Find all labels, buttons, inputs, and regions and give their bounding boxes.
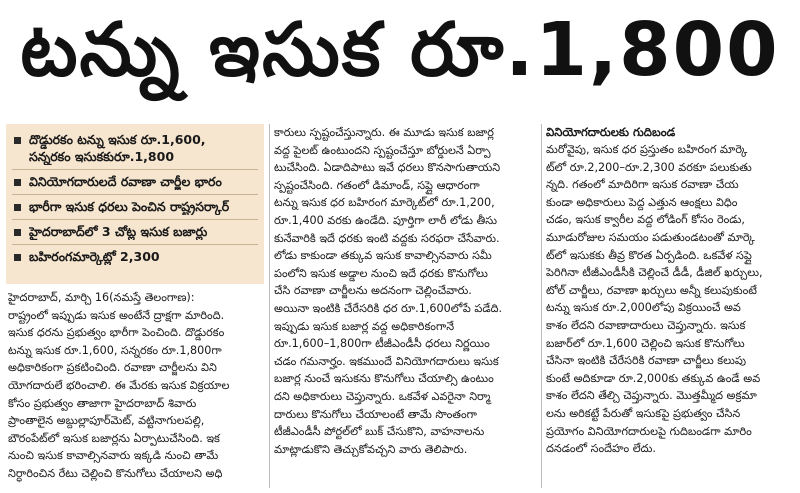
body-line: న్నది. గతంలో మాదిరిగా ఇసుక రవాణా చేయ <box>546 178 739 192</box>
bullet-square-icon <box>14 254 21 261</box>
highlight-line: వినియోగదారులదే రవాణా చార్జీల భారం <box>29 174 222 189</box>
body-line: మరోవైపు, ఇసుక ధర ప్రస్తుతం బహిరంగ మార్కె <box>546 143 748 156</box>
bullet-square-icon <box>14 229 21 236</box>
body-line: కోసం ప్రభుత్వం తాజాగా హైదరాబాద్ శివారు <box>8 396 197 410</box>
column-divider <box>269 124 270 488</box>
body-line: హైదరాబాద్, మార్చి 16(నమస్తే తెలంగాణ): <box>8 291 195 304</box>
highlight-line: హైదరాబాద్‌లో 3 చోట్ల ఇసుక బజార్లు <box>29 224 208 239</box>
body-line: రూ.1,400 వరకు ఉండేది. పూర్తిగా లారీ లోడు తీసు <box>274 213 497 227</box>
body-line: టన్ను ఇసుక ధర బహిరంగ మార్కెట్‌లో రూ.1,200, <box>274 196 495 210</box>
headline: టన్ను ఇసుక రూ.1,800 <box>20 7 780 93</box>
body-line: ట్‌లో ఇసుకకు తీవ్ర కొరత ఏర్పడింది. ఒకవేళ సప్లై <box>546 248 752 262</box>
bullet-square-icon <box>14 179 21 186</box>
body-line: ఇసుక ధరను ప్రభుత్వం భారీగా పెంచింది. దొడ్డురకం <box>8 326 225 340</box>
body-line: కాశం లేదని తేల్చి చెప్తున్నారు. మొత్తమ్మీద అక్రమా <box>546 389 757 403</box>
body-line: టన్ను ఇసుక రూ.2,000లోపు విక్రయించే అవ <box>546 301 741 315</box>
body-line: బజార్‌లో రూ.1,600 చెల్లించి ఇసుక కొనుగోలు <box>546 336 745 350</box>
body-line: కారులు స్పష్టంచేస్తున్నారు. ఈ మూడు ఇసుక బజార్ల <box>274 126 494 139</box>
body-line: పెరిగినా టీజీఎండీసీకి చెల్లించే డీడీ, డీజిల్ ఖర్చులు, <box>546 266 763 280</box>
body-line: చడం గమనార్హం. ఇకముందే వినియోగదారులు ఇసుక <box>274 354 499 368</box>
body-line: లను అరికట్టే పేరుతో ఇసుకపై ప్రభుత్వం చేసిన <box>546 406 741 420</box>
highlight-line: దొడ్డురకం టన్ను ఇసుక రూ.1,600, <box>29 132 206 147</box>
body-line: ప్రాంతాలైన అబ్దుల్లాపూర్‌మెట్, వట్టినాగులపల్లి, <box>8 414 205 428</box>
highlight-item <box>12 128 258 169</box>
body-line: రాష్ట్రంలో ఇప్పుడు ఇసుక అంటేనే ద్రాక్షగా మారింది. <box>8 308 225 322</box>
body-line: రూ.1,600–1,800గా టీజీఎండీసీ ధరలు నిర్ణయిం <box>274 337 490 351</box>
body-line: యోగదారులే భరించాలి. ఈ మేరకు ఇసుక విక్రయాల <box>8 378 230 392</box>
body-line: అధికారికంగా ప్రకటించింది. రవాణా చార్జీలను విని <box>8 361 217 375</box>
body-line: కుంటే అదికూడా రూ.2,000కు తక్కువ ఉండే అవ <box>546 371 761 385</box>
highlight-item <box>12 244 258 269</box>
body-line: దనడంలో సందేహం లేదు. <box>546 442 656 456</box>
highlight-item <box>12 169 258 194</box>
body-line: చేసి రవాణా చార్జీలను అదనంగా చెల్లించేవారు. <box>274 284 472 298</box>
highlight-item <box>12 219 258 244</box>
highlight-item <box>12 194 258 219</box>
body-line: దని అధికారులు చెప్తున్నారు. ఒకవేళ ఎవరైనా నిర్మా <box>274 389 491 403</box>
body-line: ట్‌లో రూ.2,200–రూ.2,300 వరకూ పలుకుతు <box>546 160 752 174</box>
body-line: చేసినా ఇంటికి చేరేసరికి రవాణా చార్జీలు కలుపు <box>546 354 747 368</box>
body-line: ప్రయోగం వినియోగదారులపై గుదిబండగా మారిం <box>546 424 752 438</box>
body-line: చడం, ఇసుక క్వారీల వద్ద లోడింగ్ కోసం రెండు, <box>546 213 745 227</box>
body-line: కాశం లేదని రవాణాదారులు చెప్తున్నారు. ఇసుక <box>546 318 746 332</box>
column-3-subheading: వినియోగదారులకు గుదిబండ <box>546 125 676 139</box>
body-line: కుండా అధికారులు పెద్ద ఎత్తున ఆంక్షలు విధిం <box>546 195 738 209</box>
body-line: టుచేసింది. ఏడాదిపాటు ఇవే ధరలు కొనసాగుతాయని <box>274 161 501 175</box>
body-line: కునేవారికి ఇదే ధరకు ఇంటి వద్దకు సరఫరా చేసేవారు. <box>274 231 500 245</box>
body-line: మూడురోజుల సమయం పడుతుండటంతో మార్కె <box>546 230 755 244</box>
body-line: టన్ను ఇసుక రూ.1,600, సన్నరకం రూ.1,800గా <box>8 343 222 357</box>
column-1-body <box>8 289 266 483</box>
bullet-square-icon <box>14 204 21 211</box>
column-divider <box>541 124 542 488</box>
column-2-body <box>274 124 536 458</box>
body-line: మాట్లాడుకొని తెచ్చుకోవచ్చని వారు తెలిపారు. <box>274 442 468 456</box>
body-line: లోడు కాకుండా తక్కువ ఇసుక కావాల్సినవారు సమీ <box>274 249 492 263</box>
body-line: వద్ద పైలట్ ఉంటుందని స్పష్టంచేస్తూ బోర్డులనే ఏర్పా <box>274 143 491 157</box>
body-line: టోల్ చార్జీలు, రవాణా ఖర్చులు అన్నీ కలుపుకుంటే <box>546 283 757 297</box>
highlights-box <box>6 124 264 284</box>
highlight-line: సన్నరకం ఇసుకకురూ.1,800 <box>29 149 175 164</box>
body-line: నిర్ధారించిన రేటు చెల్లించి కొనుగోలు చేయాలని అధి <box>8 466 223 480</box>
body-line: బజార్ల నుంచే ఇసుకను కొనుగోలు చేయాల్సి ఉంటుం <box>274 372 494 386</box>
body-line: పంలోని ఇసుక అడ్డాల నుంచి ఇదే ధరకు కొనుగోలు <box>274 266 488 280</box>
bullet-square-icon <box>14 137 21 144</box>
body-line: స్పష్టంచేసింది. గతంలో డిమాండ్, సప్లై ఆధారంగా <box>274 178 480 192</box>
body-line: అయినా ఇంటికి చేరేసరికి ధర రూ.1,600లోపే పడేది. <box>274 301 503 315</box>
highlight-line: బహిరంగమార్కెట్లో 2,300 <box>29 249 160 264</box>
highlight-line: భారీగా ఇసుక ధరలు పెంచిన రాష్ట్రసర్కార్ <box>29 199 230 214</box>
column-3-body <box>546 141 796 458</box>
body-line: నుంచి ఇసుక కావాల్సినవారు ఇక్కడి నుంచి తామే <box>8 449 219 463</box>
body-line: టీజీఎండీసీ పోర్టల్‌లో బుక్ చేసుకొని, వాహనాలను <box>274 425 485 439</box>
body-line: దారులు కొనుగోలు చేయాలంటే తామే సొంతంగా <box>274 407 477 421</box>
body-line: ఇప్పుడు ఇసుక బజార్ల వద్ద అధికారికంగానే <box>274 319 455 333</box>
body-line: బౌరంపేట్‌లో ఇసుక బజార్లను ఏర్పాటుచేసింది. ఇక <box>8 431 220 445</box>
